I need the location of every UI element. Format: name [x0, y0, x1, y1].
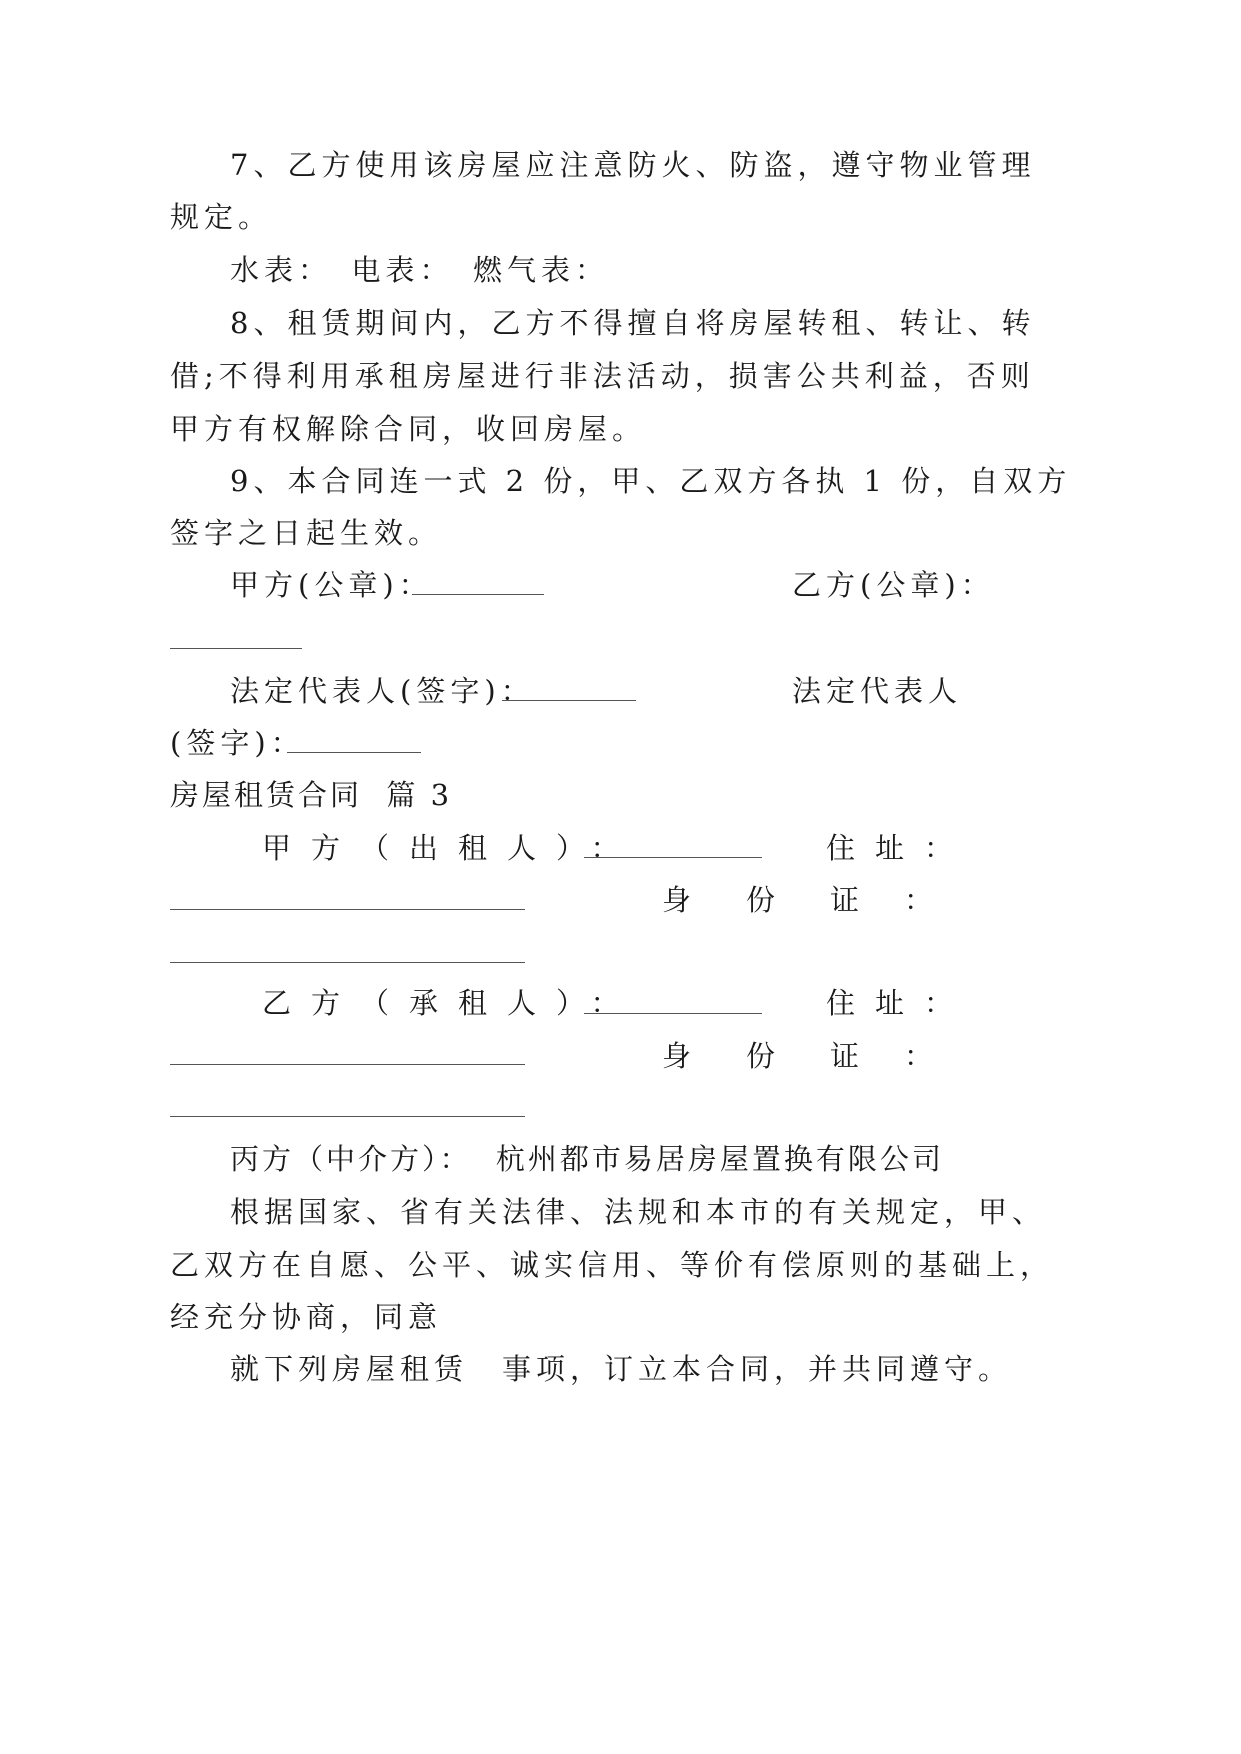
- party-b-seal-blank: [170, 648, 302, 649]
- party-b-id-char-2: 份: [746, 1039, 781, 1073]
- clause-9-line-2: 签字之日起生效。: [170, 516, 443, 550]
- party-c-line: 丙方（中介方）： 杭州都市易居房屋置换有限公司: [230, 1142, 944, 1176]
- party-b-label: 乙方（承租人）：: [262, 986, 640, 1020]
- clause-7-line-2: 规定。: [170, 200, 273, 234]
- party-a-address-blank: [170, 909, 525, 910]
- party-a-seal-label: 甲方(公章)：: [230, 568, 433, 602]
- party-b-id-char-3: 证: [830, 1039, 865, 1073]
- basis-line-3: 经充分协商，同意: [170, 1300, 443, 1334]
- party-a-id-char-2: 份: [746, 883, 781, 917]
- party-b-address-label: 住址：: [826, 986, 974, 1020]
- legal-rep-a-blank: [502, 700, 636, 701]
- party-b-id-blank: [170, 1116, 525, 1117]
- meters-line: 水表： 电表： 燃气表：: [230, 253, 610, 287]
- clause-8-line-2: 借;不得利用承租房屋进行非法活动，损害公共利益，否则: [170, 359, 1035, 393]
- party-b-id-colon: ：: [904, 1039, 939, 1073]
- party-a-id-blank: [170, 962, 525, 963]
- contract-3-heading: 房屋租赁合同 篇 3: [170, 778, 453, 812]
- party-a-id-char-3: 证: [830, 883, 865, 917]
- party-b-id-char-1: 身: [662, 1039, 697, 1073]
- party-a-name-blank: [584, 857, 762, 858]
- legal-rep-b-blank: [287, 752, 421, 753]
- legal-rep-b-label-1: 法定代表人: [792, 674, 963, 708]
- party-a-label: 甲方（出租人）：: [262, 831, 640, 865]
- party-a-address-label: 住址：: [826, 831, 974, 865]
- clause-7-line-1: 7、乙方使用该房屋应注意防火、防盗，遵守物业管理: [230, 148, 1036, 182]
- party-b-name-blank: [584, 1013, 762, 1014]
- party-b-address-blank: [170, 1064, 525, 1065]
- clause-8-line-1: 8、租赁期间内，乙方不得擅自将房屋转租、转让、转: [230, 306, 1036, 340]
- clause-9-line-1: 9、本合同连一式 2 份，甲、乙双方各执 1 份，自双方: [230, 464, 1072, 498]
- party-a-seal-blank: [412, 594, 544, 595]
- closing-line: 就下列房屋租赁 事项，订立本合同，并共同遵守。: [230, 1352, 1013, 1386]
- basis-line-2: 乙双方在自愿、公平、诚实信用、等价有偿原则的基础上，: [170, 1248, 1055, 1282]
- basis-line-1: 根据国家、省有关法律、法规和本市的有关规定，甲、: [230, 1195, 1047, 1229]
- clause-8-line-3: 甲方有权解除合同，收回房屋。: [170, 412, 647, 446]
- party-a-id-colon: ：: [904, 883, 939, 917]
- legal-rep-a-label: 法定代表人(签字)：: [230, 674, 535, 708]
- legal-rep-b-label-2: (签字)：: [170, 726, 305, 760]
- party-b-seal-label: 乙方(公章)：: [792, 568, 995, 602]
- party-a-id-char-1: 身: [662, 883, 697, 917]
